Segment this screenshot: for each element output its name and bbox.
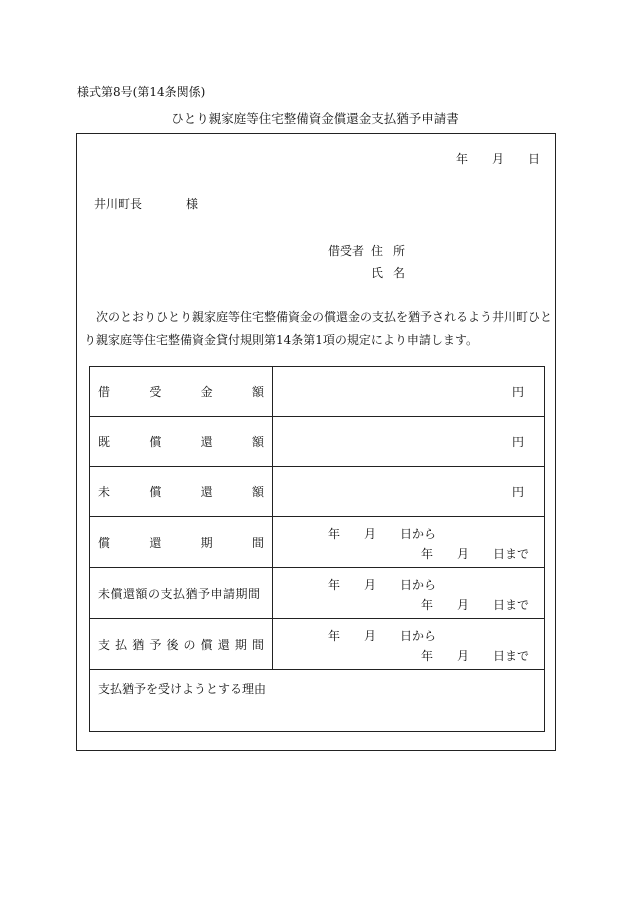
addressee-name: 井川町長: [94, 197, 143, 211]
table-row: [90, 517, 545, 568]
table-row: [90, 417, 545, 467]
label-char: 還: [217, 637, 230, 652]
label-char: 払: [115, 637, 128, 652]
addressee: [94, 195, 198, 212]
label-char: 猶: [132, 637, 145, 652]
table-row: [90, 619, 545, 670]
month-label: 月: [457, 547, 470, 561]
label-char: 還: [200, 435, 213, 449]
period-from: [328, 525, 436, 542]
reason-field[interactable]: [90, 670, 545, 732]
year-label: 年: [328, 578, 341, 592]
month-label: 月: [457, 649, 470, 663]
unpaid-amount-label: [90, 467, 273, 517]
label-char: 償: [149, 485, 162, 499]
form-number: 様式第8号(第14条関係): [77, 85, 206, 99]
label-char: 期: [200, 535, 213, 550]
from-day-label: 日から: [400, 578, 437, 592]
from-day-label: 日から: [400, 629, 437, 643]
label-char: 額: [251, 385, 264, 399]
label-char: 還: [200, 485, 213, 499]
year-label: 年: [328, 527, 341, 541]
borrower-name-label: 氏名: [371, 266, 416, 280]
loan-amount-label: [90, 367, 273, 417]
from-day-label: 日から: [400, 527, 437, 541]
month-label: 月: [457, 598, 470, 612]
label-char: 既: [98, 435, 111, 449]
repaid-amount-label: [90, 417, 273, 467]
month-label: 月: [364, 527, 377, 541]
period-to: [421, 647, 529, 664]
loan-amount-field[interactable]: [273, 367, 545, 417]
repayment-period-field[interactable]: [273, 517, 545, 568]
post-deferral-period-label: [90, 619, 273, 670]
label-char: 額: [251, 435, 264, 449]
deferral-period-label: [90, 568, 273, 619]
year-label: 年: [421, 649, 434, 663]
to-day-label: 日まで: [493, 649, 530, 663]
label-char: 間: [251, 535, 264, 550]
label-char: 未: [98, 485, 111, 499]
yen-unit: 円: [511, 435, 524, 449]
label-char: 還: [149, 535, 162, 550]
month-label: 月: [364, 629, 377, 643]
label-char: 金: [200, 385, 213, 399]
borrower-label: 借受者: [328, 244, 365, 258]
label-char: 間: [251, 637, 264, 652]
year-label: 年: [328, 629, 341, 643]
reason-row: [90, 670, 545, 732]
table-row: [90, 367, 545, 417]
unpaid-amount-field[interactable]: [273, 467, 545, 517]
repaid-amount-field[interactable]: [273, 417, 545, 467]
label-char: 額: [251, 485, 264, 499]
label-text: 未償還額の支払猶予申請期間: [98, 586, 261, 601]
application-date: [456, 150, 540, 167]
to-day-label: 日まで: [493, 598, 530, 612]
deferral-period-field[interactable]: [273, 568, 545, 619]
date-month-label: 月: [491, 152, 504, 166]
year-label: 年: [421, 598, 434, 612]
date-year-label: 年: [455, 152, 468, 166]
year-label: 年: [421, 547, 434, 561]
borrower-address-label: 住所: [371, 244, 416, 258]
label-char: 償: [98, 535, 111, 550]
yen-unit: 円: [511, 385, 524, 399]
month-label: 月: [364, 578, 377, 592]
label-char: 後: [166, 637, 179, 652]
label-char: 償: [149, 435, 162, 449]
period-to: [421, 545, 529, 562]
label-char: 償: [200, 637, 213, 652]
label-char: 予: [149, 637, 162, 652]
label-char: 借: [98, 385, 111, 399]
label-char: 受: [149, 385, 162, 399]
period-from: [328, 627, 436, 644]
period-from: [328, 576, 436, 593]
post-deferral-period-field[interactable]: [273, 619, 545, 670]
yen-unit: 円: [511, 485, 524, 499]
application-table: [89, 366, 545, 732]
period-to: [421, 596, 529, 613]
date-day-label: 日: [527, 152, 540, 166]
to-day-label: 日まで: [493, 547, 530, 561]
label-char: 支: [98, 637, 111, 652]
application-statement: 次のとおりひとり親家庭等住宅整備資金の償還金の支払を猶予されるよう井川町ひとり親家庭等住宅整備資金貸付規則第14条第1項の規定により申請します。: [84, 310, 553, 347]
label-char: の: [183, 637, 196, 652]
form-title: ひとり親家庭等住宅整備資金償還金支払猶予申請書: [171, 111, 459, 126]
table-row: [90, 467, 545, 517]
addressee-honorific: 様: [186, 197, 199, 211]
label-char: 期: [234, 637, 247, 652]
table-row: [90, 568, 545, 619]
repayment-period-label: [90, 517, 273, 568]
reason-label: 支払猶予を受けようとする理由: [98, 682, 267, 696]
